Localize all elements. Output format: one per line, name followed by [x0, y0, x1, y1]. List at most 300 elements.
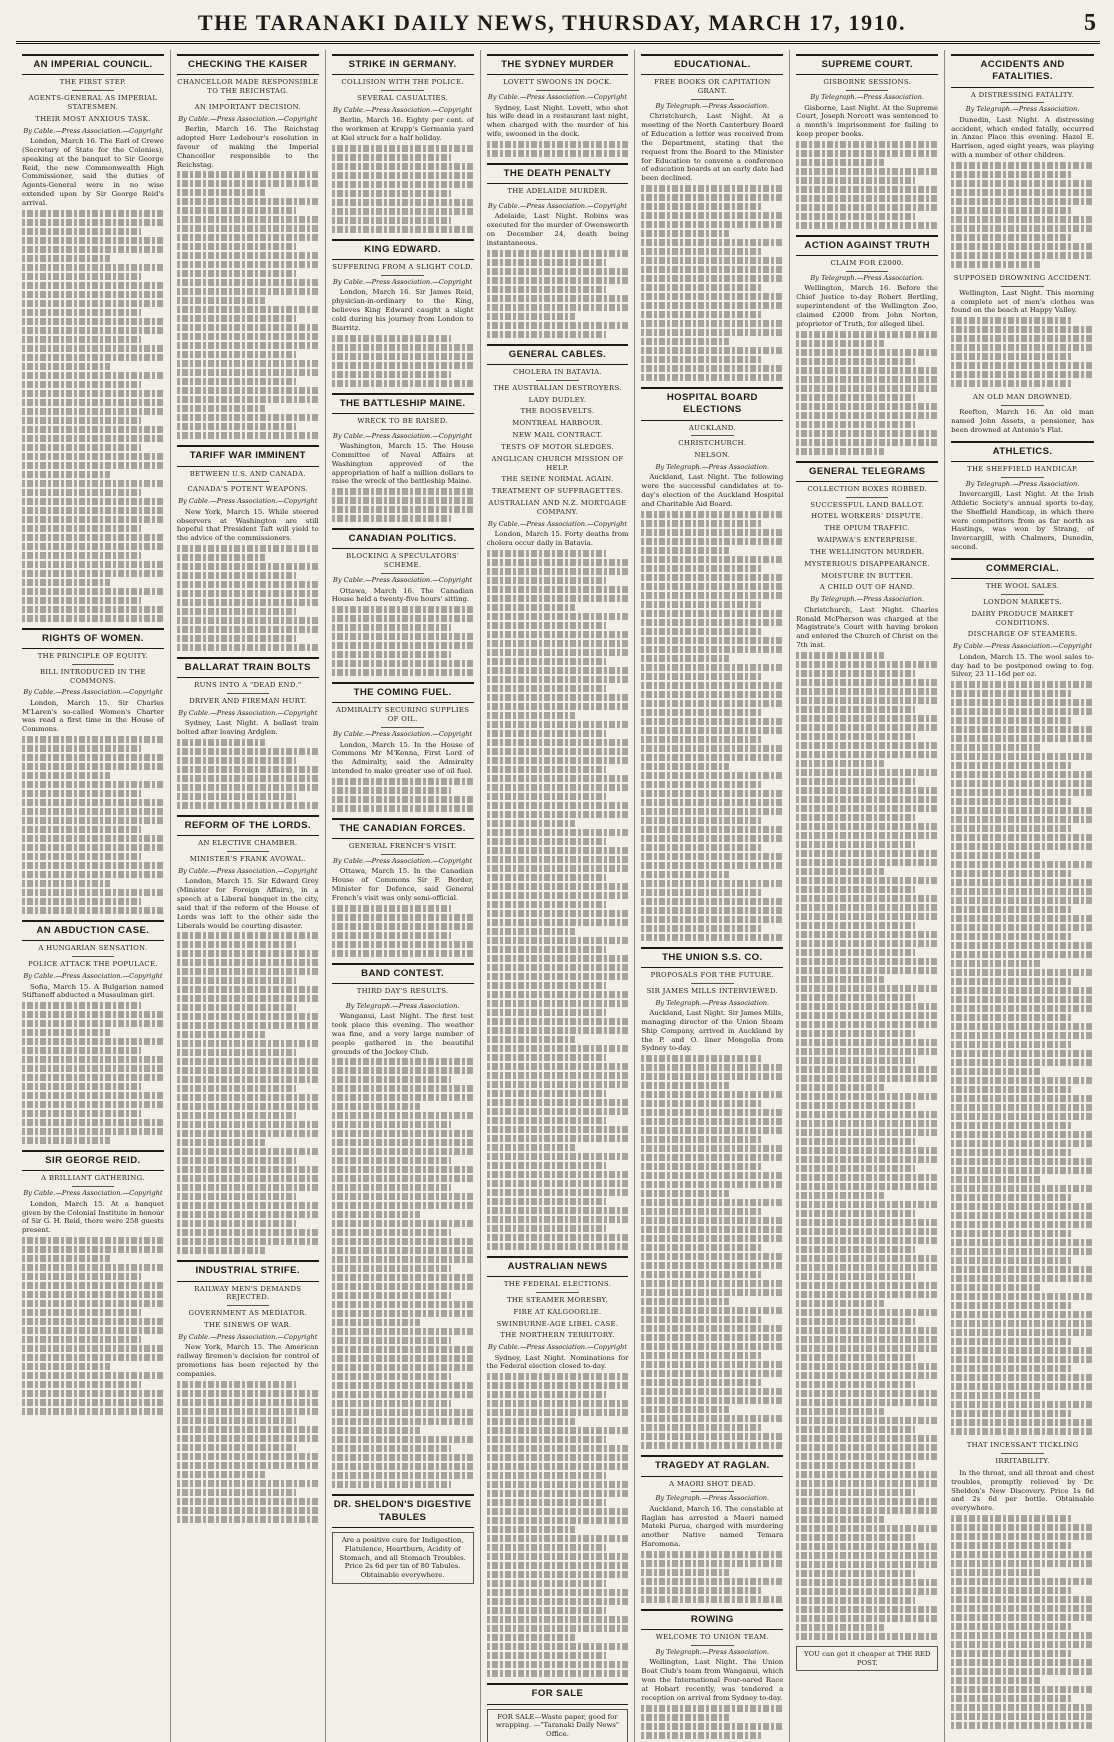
text-line	[22, 889, 164, 896]
text-line	[641, 1199, 783, 1206]
text-line	[641, 736, 760, 743]
text-line	[641, 1316, 760, 1323]
article-dateline: By Cable.—Press Association.—Copyright	[487, 201, 628, 210]
text-line	[332, 914, 474, 921]
article-text-lines	[641, 1055, 783, 1449]
text-line	[951, 1113, 1094, 1120]
text-line	[22, 1101, 164, 1108]
text-line	[951, 699, 1094, 706]
text-line	[332, 172, 474, 179]
text-line	[796, 1138, 915, 1145]
article-headline: COMMERCIAL.	[951, 558, 1094, 579]
text-line	[487, 1000, 629, 1007]
text-line	[641, 844, 760, 851]
article-body: Invercargill, Last Night. At the Irish Athletic Society's annual sports to-day, the Sheffield Handicap, in which there were competitors from as far north as Hastings, was won by Strang, of Invercargill, with Chalmers, Dunedin, second.	[951, 490, 1094, 552]
text-line	[641, 1127, 783, 1134]
text-line	[796, 760, 884, 767]
article-dateline: By Cable.—Press Association.—Copyright	[952, 642, 1093, 651]
article-subheading: THE FEDERAL ELECTIONS.	[503, 1280, 612, 1289]
text-line	[487, 1544, 606, 1551]
text-line	[796, 403, 938, 410]
text-line	[951, 1050, 1094, 1057]
text-line	[796, 1525, 938, 1532]
text-line	[641, 862, 783, 869]
article-subheading: THE SINEWS OF WAR.	[204, 1321, 292, 1330]
article-body: London, March 16. Sir James Reid, physician-in-ordinary to the King, believes King Edward caught a slight cold during his journey from London to Biarritz.	[331, 288, 474, 332]
text-line	[177, 1184, 319, 1191]
text-line	[796, 1633, 938, 1640]
text-line	[487, 1526, 575, 1533]
text-line	[487, 1508, 629, 1515]
text-line	[641, 583, 783, 590]
text-line	[22, 1354, 164, 1361]
text-line	[22, 745, 141, 752]
text-line	[951, 1632, 1094, 1639]
article-dateline: By Telegraph.—Press Association.	[965, 105, 1080, 114]
text-line	[177, 180, 319, 187]
text-line	[487, 1207, 629, 1214]
text-line	[22, 844, 164, 851]
text-line	[796, 159, 884, 166]
text-line	[641, 1154, 783, 1161]
text-line	[951, 906, 1071, 913]
text-line	[796, 697, 938, 704]
article-body: Berlin, March 16. Eighty per cent. of the workmen at Krupp's Germania yard at Kiel struck for a half holiday.	[331, 116, 474, 143]
article-dateline: By Telegraph.—Press Association.	[810, 93, 924, 102]
text-line	[641, 1073, 783, 1080]
article-subheading: A BRILLIANT GATHERING.	[41, 1174, 145, 1183]
article	[22, 1150, 164, 1415]
text-line	[332, 1247, 474, 1254]
text-line	[177, 1085, 296, 1092]
text-line	[22, 300, 164, 307]
text-line	[951, 996, 1094, 1003]
text-line	[641, 799, 783, 806]
article-dateline: By Cable.—Press Association.—Copyright	[333, 856, 473, 865]
text-line	[641, 682, 783, 689]
text-line	[951, 1239, 1094, 1246]
text-line	[332, 506, 474, 513]
text-line	[951, 1194, 1071, 1201]
article-text-lines	[332, 488, 474, 522]
text-line	[177, 243, 296, 250]
text-line	[487, 892, 629, 899]
text-line	[641, 320, 783, 327]
divider	[72, 90, 115, 91]
article-text-lines	[177, 171, 319, 439]
text-line	[641, 1370, 783, 1377]
text-line	[487, 928, 575, 935]
text-line	[22, 1137, 110, 1144]
text-line	[951, 1077, 1094, 1084]
article-dateline: By Telegraph.—Press Association.	[345, 1001, 460, 1010]
article-subheading: THE ROOSEVELTS.	[520, 407, 595, 416]
text-line	[641, 808, 783, 815]
text-line	[641, 1307, 783, 1314]
text-line	[951, 1320, 1094, 1327]
article-subheading: TESTS OF MOTOR SLEDGES.	[501, 442, 614, 451]
article-dateline: By Telegraph.—Press Association.	[655, 1494, 770, 1503]
article-text-lines	[641, 511, 783, 941]
article-subheading: TREATMENT OF SUFFRAGETTES.	[491, 487, 624, 496]
text-line	[177, 1166, 319, 1173]
text-line	[641, 230, 729, 237]
text-line	[487, 640, 629, 647]
article-headline: ACCIDENTS AND FATALITIES.	[951, 54, 1094, 88]
text-line	[22, 898, 141, 905]
text-line	[177, 1157, 296, 1164]
text-line	[487, 955, 629, 962]
text-line	[641, 266, 783, 273]
text-line	[796, 1048, 938, 1055]
text-line	[487, 649, 629, 656]
text-line	[796, 652, 884, 659]
text-line	[22, 1282, 164, 1289]
text-line	[951, 1167, 1094, 1174]
article-body: In the throat, and all throat and chest troubles, promptly relieved by Dr. Sheldon's New Discovery. Price 1s 6d and 2s 6d per bottle. Obtainable everywhere.	[951, 1468, 1094, 1513]
article-subheading: DRIVER AND FIREMAN HURT.	[189, 697, 307, 706]
text-line	[641, 221, 783, 228]
text-line	[487, 1180, 629, 1187]
text-line	[22, 1056, 164, 1063]
article	[487, 163, 629, 338]
text-line	[796, 331, 938, 338]
text-line	[951, 1248, 1094, 1255]
text-line	[641, 347, 783, 354]
article-body: Dunedin, Last Night. A distressing accident, which ended fatally, occurred in Anzac Place this evening. Hazel E. Harrison, aged eight years, was playing with a number of other children.	[951, 115, 1094, 160]
article-subheading: DAIRY PRODUCE MARKET CONDITIONS.	[971, 609, 1074, 627]
text-line	[22, 552, 141, 559]
text-line	[641, 880, 783, 887]
article	[332, 239, 474, 387]
text-line	[951, 888, 1094, 895]
article-dateline: By Cable.—Press Association.—Copyright	[487, 93, 628, 102]
text-line	[177, 1031, 265, 1038]
text-line	[487, 250, 629, 257]
text-line	[796, 1120, 938, 1127]
text-line	[796, 1219, 938, 1226]
text-line	[796, 1561, 938, 1568]
text-line	[22, 1020, 164, 1027]
text-line	[641, 1055, 760, 1062]
article	[487, 54, 629, 157]
text-line	[22, 507, 164, 514]
article-body: Gisborne, Last Night. At the Supreme Court, Joseph Norcott was sentenced to a month's imprisonment for failing to keep proper books.	[796, 103, 939, 139]
article-subheading: SUFFERING FROM A SLIGHT COLD.	[332, 263, 474, 272]
text-line	[951, 1230, 1071, 1237]
text-line	[796, 670, 915, 677]
text-line	[641, 248, 760, 255]
text-line	[796, 394, 915, 401]
article	[332, 393, 474, 523]
text-line	[796, 1237, 938, 1244]
article	[951, 274, 1094, 387]
text-line	[641, 311, 760, 318]
article-body: New York, March 15. While steered observers at Washington are still hopeful that President Taft will yield to the advice of the commissioners.	[176, 507, 319, 543]
text-line	[641, 1442, 783, 1449]
article-body: YOU can get it cheaper at THE RED POST.	[796, 1646, 938, 1672]
text-line	[177, 1193, 296, 1200]
article-subheading: GOVERNMENT AS MEDIATOR.	[188, 1309, 308, 1318]
text-line	[487, 865, 629, 872]
divider	[381, 429, 424, 430]
text-line	[641, 925, 760, 932]
text-line	[641, 1136, 760, 1143]
text-line	[796, 430, 938, 437]
text-line	[177, 739, 265, 746]
text-line	[641, 1415, 783, 1422]
text-line	[641, 889, 760, 896]
text-line	[951, 216, 1094, 223]
text-line	[951, 978, 1071, 985]
text-line	[22, 327, 164, 334]
text-line	[951, 344, 1094, 351]
text-line	[796, 751, 938, 758]
text-line	[641, 592, 783, 599]
text-line	[951, 681, 1094, 688]
text-line	[22, 1399, 164, 1406]
text-line	[177, 1229, 319, 1236]
text-line	[641, 1226, 783, 1233]
text-line	[22, 588, 164, 595]
text-line	[332, 163, 474, 170]
text-line	[332, 1382, 474, 1389]
article	[22, 920, 164, 1144]
text-line	[22, 1047, 141, 1054]
text-line	[22, 390, 164, 397]
text-line	[22, 381, 141, 388]
text-line	[487, 1481, 629, 1488]
text-line	[641, 790, 783, 797]
article-headline: AN IMPERIAL COUNCIL.	[22, 54, 164, 75]
text-line	[332, 805, 474, 812]
text-line	[22, 1002, 141, 1009]
text-line	[332, 1148, 474, 1155]
text-line	[22, 543, 164, 550]
text-line	[332, 1274, 474, 1281]
text-line	[177, 198, 319, 205]
column	[16, 50, 171, 1742]
text-line	[487, 856, 629, 863]
article-subheading: LONDON MARKETS.	[983, 597, 1062, 606]
text-line	[332, 335, 451, 342]
text-line	[177, 369, 319, 376]
text-line	[796, 679, 938, 686]
text-line	[177, 1247, 265, 1254]
text-line	[951, 1023, 1094, 1030]
text-line	[332, 923, 474, 930]
text-line	[641, 511, 783, 518]
article-subheading: THE AUSTRALIAN DESTROYERS.	[493, 383, 622, 392]
text-line	[22, 426, 164, 433]
text-line	[22, 907, 164, 914]
article-body: Sydney, Last Night. A ballast train bolted after leaving Ardglen.	[176, 719, 319, 737]
text-line	[22, 399, 164, 406]
text-line	[951, 171, 1071, 178]
text-line	[22, 1065, 164, 1072]
divider	[381, 573, 424, 574]
text-line	[951, 960, 1040, 967]
text-line	[22, 1327, 164, 1334]
text-line	[641, 1551, 783, 1558]
text-line	[796, 1597, 915, 1604]
article-subheading: CHOLERA IN BATAVIA.	[513, 367, 602, 376]
text-line	[22, 772, 110, 779]
text-line	[177, 1211, 319, 1218]
text-line	[951, 735, 1094, 742]
text-line	[332, 1112, 474, 1119]
text-line	[796, 439, 938, 446]
text-line	[177, 590, 319, 597]
text-line	[796, 1156, 938, 1163]
text-line	[177, 748, 319, 755]
article-headline: AN ABDUCTION CASE.	[22, 920, 164, 941]
text-line	[332, 1067, 474, 1074]
text-line	[177, 1076, 319, 1083]
text-line	[951, 1587, 1071, 1594]
text-line	[951, 897, 1094, 904]
text-line	[332, 651, 451, 658]
text-line	[641, 637, 783, 644]
text-line	[641, 529, 783, 536]
text-line	[487, 1499, 606, 1506]
text-line	[22, 363, 110, 370]
text-line	[487, 577, 606, 584]
text-line	[641, 835, 783, 842]
text-line	[177, 932, 319, 939]
article-body: Wellington, Last Night. The Union Boat Club's team from Wanganui, which won the International Four-oared Race at Hobart recently, was tendered a reception on arrival from Sydney to-day.	[641, 1658, 784, 1702]
article-text-lines	[951, 317, 1094, 387]
text-line	[487, 1090, 606, 1097]
text-line	[22, 826, 141, 833]
text-line	[641, 1352, 760, 1359]
text-line	[22, 246, 164, 253]
text-line	[796, 1264, 938, 1271]
article-text-lines	[487, 550, 629, 1250]
text-line	[487, 1216, 629, 1223]
article-body: Sydney, Last Night. Nominations for the Federal election closed to-day.	[486, 1353, 629, 1371]
text-line	[641, 1424, 760, 1431]
text-line	[22, 219, 164, 226]
text-line	[951, 807, 1094, 814]
text-line	[332, 1220, 474, 1227]
text-line	[332, 669, 474, 676]
text-line	[641, 1732, 760, 1739]
text-line	[22, 1381, 141, 1388]
article-body: London, March 15. Sir Edward Grey (Minister for Foreign Affairs), in a speech at a Liberal banquet in the city, said that if the reform of the House of Lords was left to the other side the Liberals would be courting disaster.	[176, 877, 319, 930]
text-line	[487, 775, 629, 782]
text-line	[796, 1129, 938, 1136]
text-line	[641, 239, 783, 246]
text-line	[332, 1085, 474, 1092]
article-dateline: By Cable.—Press Association.—Copyright	[333, 730, 473, 739]
text-line	[796, 823, 938, 830]
article-body: Adelaide, Last Night. Robins was executed for the murder of Owensworth on December 24, death being instantaneous.	[486, 212, 629, 247]
text-line	[951, 933, 1071, 940]
text-line	[487, 1436, 606, 1443]
text-line	[177, 545, 319, 552]
text-line	[951, 915, 1094, 922]
article-subheading: AUSTRALIAN AND N.Z. MORTGAGE COMPANY.	[488, 499, 627, 516]
text-line	[22, 372, 164, 379]
article-subheading: WAIPAWA'S ENTERPRISE.	[817, 536, 918, 545]
text-line	[796, 1093, 938, 1100]
article-subheading: HOTEL WORKERS' DISPUTE.	[811, 512, 924, 521]
text-line	[796, 1012, 938, 1019]
text-line	[796, 1021, 938, 1028]
column	[326, 50, 481, 1742]
text-line	[177, 1094, 319, 1101]
text-line	[641, 1181, 783, 1188]
text-line	[177, 1130, 319, 1137]
text-line	[641, 907, 783, 914]
text-line	[487, 730, 606, 737]
article-subheading: THE ADELAIDE MURDER.	[507, 187, 608, 196]
article-headline: FOR SALE	[487, 1683, 629, 1704]
article	[796, 54, 938, 229]
divider	[72, 664, 115, 665]
divider	[1001, 1453, 1044, 1454]
text-line	[22, 1309, 141, 1316]
text-line	[487, 1391, 606, 1398]
text-line	[487, 748, 629, 755]
text-line	[22, 1119, 164, 1126]
article-subheading: ANGLICAN CHURCH MISSION OF HELP.	[491, 454, 624, 472]
text-line	[332, 190, 451, 197]
text-line	[487, 568, 629, 575]
text-line	[487, 1054, 606, 1061]
text-line	[641, 772, 783, 779]
text-line	[796, 1471, 938, 1478]
text-line	[487, 847, 629, 854]
text-line	[487, 1445, 629, 1452]
text-line	[796, 985, 938, 992]
article-subheading: AN ELECTIVE CHAMBER.	[198, 839, 298, 848]
text-line	[332, 787, 451, 794]
text-line	[177, 1220, 296, 1227]
text-line	[796, 340, 884, 347]
article-body: London, March 15. Forty deaths from cholera occur daily in Batavia.	[486, 530, 629, 547]
text-line	[641, 700, 783, 707]
text-line	[332, 1481, 451, 1488]
column	[635, 50, 790, 1742]
text-line	[487, 1589, 629, 1596]
text-line	[22, 754, 164, 761]
text-line	[487, 991, 629, 998]
text-line	[332, 950, 474, 957]
text-line	[796, 886, 915, 893]
text-line	[332, 642, 474, 649]
text-line	[22, 1128, 164, 1135]
text-line	[332, 362, 474, 369]
text-line	[22, 808, 164, 815]
text-line	[796, 940, 938, 947]
text-line	[22, 1363, 110, 1370]
text-line	[487, 919, 629, 926]
text-line	[177, 1022, 319, 1029]
article-body: Auckland, March 16. The constable at Raglan has arrested a Maori named Mateki Purua, charged with murdering another Native named Temara Haromona.	[641, 1504, 784, 1549]
text-line	[177, 270, 296, 277]
text-line	[951, 789, 1094, 796]
text-line	[22, 1291, 164, 1298]
text-line	[951, 1203, 1094, 1210]
text-line	[487, 1652, 606, 1659]
article-subheading: GISBORNE SESSIONS.	[823, 78, 912, 87]
text-line	[487, 1198, 606, 1205]
text-line	[796, 1624, 884, 1631]
text-line	[332, 1139, 474, 1146]
text-line	[332, 1472, 474, 1479]
